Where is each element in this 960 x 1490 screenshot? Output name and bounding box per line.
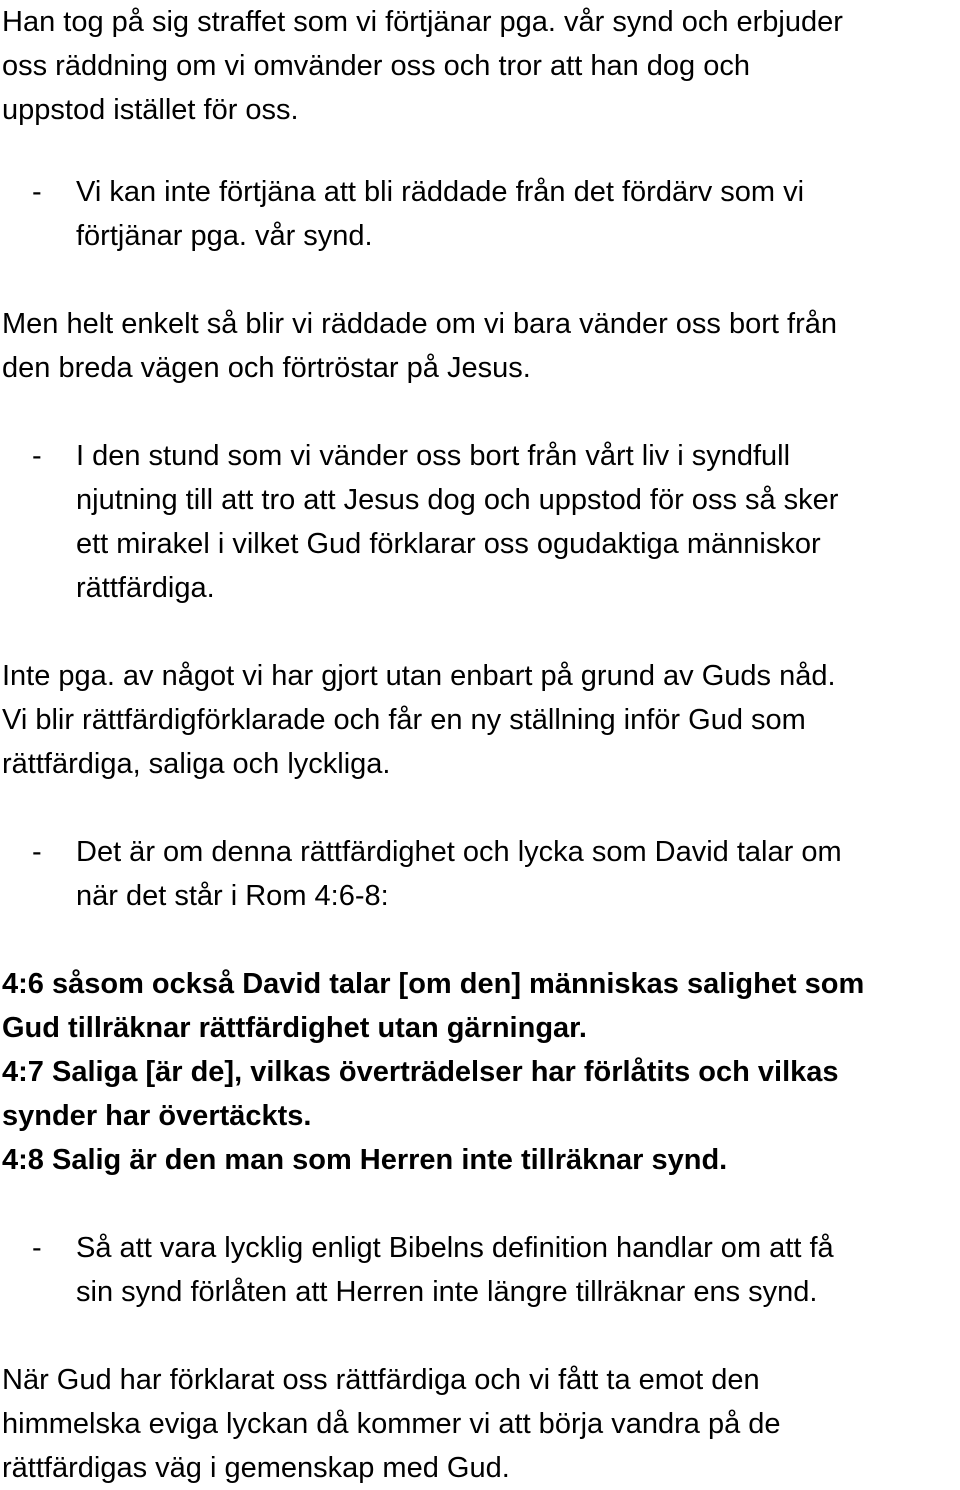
bullet-dash: - <box>32 440 42 472</box>
paragraph-righteous-path <box>2 1358 952 1490</box>
text-line: 4:8 Salig är den man som Herren inte tillräknar synd. <box>2 1144 728 1176</box>
scripture-quote-romans <box>2 962 952 1182</box>
paragraph-grace <box>2 654 952 786</box>
text-line: Det är om denna rättfärdighet och lycka som David talar om <box>76 836 842 868</box>
bullet-dash: - <box>32 1232 42 1264</box>
bullet-item-miracle <box>32 434 960 610</box>
text-line: Men helt enkelt så blir vi räddade om vi bara vänder oss bort från <box>2 308 837 340</box>
text-line: sin synd förlåten att Herren inte längre tillräknar ens synd. <box>76 1276 818 1308</box>
text-line: rättfärdiga. <box>76 572 215 604</box>
text-line: Vi kan inte förtjäna att bli räddade från det fördärv som vi <box>76 176 805 208</box>
text-line: när det står i Rom 4:6-8: <box>76 880 389 912</box>
bullet-item-cannot-earn <box>32 170 960 258</box>
bullet-item-david <box>32 830 960 918</box>
text-line: uppstod istället för oss. <box>2 94 299 126</box>
text-line: ett mirakel i vilket Gud förklarar oss ogudaktiga människor <box>76 528 821 560</box>
text-line: 4:7 Saliga [är de], vilkas överträdelser har förlåtits och vilkas <box>2 1056 839 1088</box>
text-line: Han tog på sig straffet som vi förtjänar pga. vår synd och erbjuder <box>2 6 843 38</box>
bullet-dash: - <box>32 176 42 208</box>
text-line: Vi blir rättfärdigförklarade och får en ny ställning inför Gud som <box>2 704 806 736</box>
text-line: himmelska eviga lyckan då kommer vi att börja vandra på de <box>2 1408 781 1440</box>
text-line: oss räddning om vi omvänder oss och tror att han dog och <box>2 50 750 82</box>
text-line: När Gud har förklarat oss rättfärdiga och vi fått ta emot den <box>2 1364 760 1396</box>
text-line: synder har övertäckts. <box>2 1100 312 1132</box>
text-line: rättfärdigas väg i gemenskap med Gud. <box>2 1452 510 1484</box>
text-line: Så att vara lycklig enligt Bibelns definition handlar om att få <box>76 1232 834 1264</box>
paragraph-saved-by-faith <box>2 302 952 390</box>
paragraph-atonement <box>2 0 952 132</box>
text-line: I den stund som vi vänder oss bort från vårt liv i syndfull <box>76 440 791 472</box>
text-line: den breda vägen och förtröstar på Jesus. <box>2 352 531 384</box>
bullet-dash: - <box>32 836 42 868</box>
text-line: förtjänar pga. vår synd. <box>76 220 373 252</box>
text-line: Inte pga. av något vi har gjort utan enbart på grund av Guds nåd. <box>2 660 836 692</box>
text-line: Gud tillräknar rättfärdighet utan gärningar. <box>2 1012 587 1044</box>
bullet-item-happiness <box>32 1226 960 1314</box>
text-line: njutning till att tro att Jesus dog och uppstod för oss så sker <box>76 484 839 516</box>
text-line: rättfärdiga, saliga och lyckliga. <box>2 748 391 780</box>
text-line: 4:6 såsom också David talar [om den] människas salighet som <box>2 968 865 1000</box>
